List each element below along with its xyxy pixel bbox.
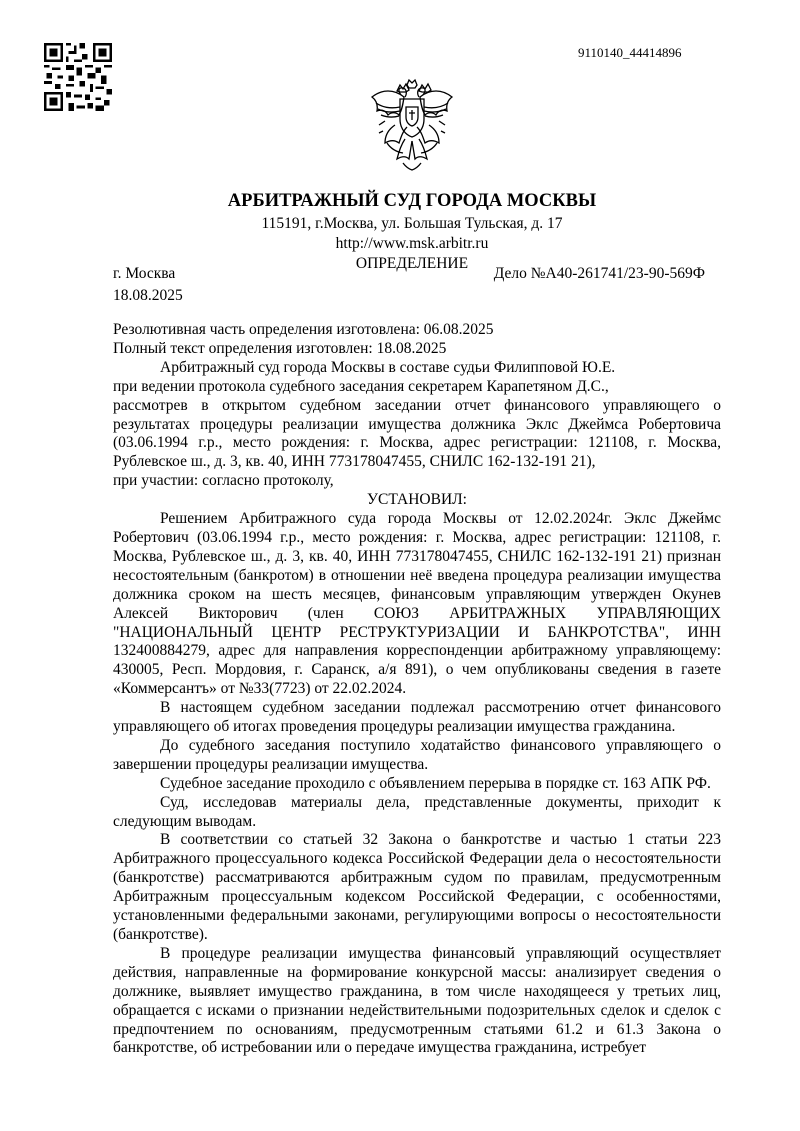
qr-code — [44, 43, 112, 111]
paragraph: при участии: согласно протоколу, — [113, 472, 334, 490]
coat-of-arms-icon — [367, 77, 457, 177]
section-heading: УСТАНОВИЛ: — [367, 491, 467, 509]
paragraph: Арбитражный суд города Москвы в составе судьи Филипповой Ю.Е. — [160, 358, 616, 376]
document-type: ОПРЕДЕЛЕНИЕ — [355, 255, 469, 272]
document-id: 9110140_44414896 — [578, 45, 682, 60]
document-body — [113, 321, 721, 1058]
paragraph: В процедуре реализации имущества финансовый управляющий осуществляет действия, направленные на формирование конкурсной массы: анализирует сведения о должнике, выявляет имущество гражданина, в том числе находящееся у третьих лиц, обращается с исками о признании недействительными подозрительных сделок и сделок с предпочтением по основаниям, предусмотренным статьями 61.2 и 61.3 Закона о банкротстве, об истребовании или о передаче имущества гражданина, истребует — [113, 944, 721, 1057]
paragraph: Резолютивная часть определения изготовлена: 06.08.2025 — [113, 321, 494, 338]
case-number: Дело №А40-261741/23-90-569Ф — [493, 265, 705, 282]
paragraph: Решением Арбитражного суда города Москвы от 12.02.2024г. Эклс Джеймс Робертович (03.06.1994 г.р., место рождения: г. Москва, адрес регистрации: 121108, г. Москва, Рублевское ш., д. 3, кв. 40, ИНН 773178047455, СНИЛС 162-132-191 21) признан несостоятельным (банкротом) в отношении неё введена процедура реализации имущества должника сроком на шесть месяцев, финансовым управляющим утвержден Окунев Алексей Викторович (член СОЮЗ АРБИТРАЖНЫХ УПРАВЛЯЮЩИХ "НАЦИОНАЛЬНЫЙ ЦЕНТР РЕСТРУКТУРИЗАЦИИ И БАНКРОТСТВА", ИНН 132400884279, адрес для направления корреспонденции арбитражному управляющему: 430005, Респ. Мордовия, г. Саранск, а/я 891), о чем опубликованы сведения в газете «Коммерсантъ» от №33(7723) от 22.02.2024. — [113, 510, 721, 698]
court-address: 115191, г.Москва, ул. Большая Тульская, д. 17 — [261, 215, 563, 232]
paragraph: при ведении протокола судебного заседания секретарем Карапетяном Д.С., — [113, 377, 609, 395]
paragraph: В соответствии со статьей 32 Закона о банкротстве и частью 1 статьи 223 Арбитражного процессуального кодекса Российской Федерации дела о несостоятельности (банкротстве) рассматриваются арбитражным судом по правилам, предусмотренным Арбитражным процессуальным кодексом Российской Федерации, с особенностями, установленными федеральными законами, регулирующими вопросы о несостоятельности (банкротстве). — [113, 831, 721, 943]
place-and-case-line — [113, 264, 705, 284]
paragraph: Судебное заседание проходило с объявлением перерыва в порядке ст. 163 АПК РФ. — [160, 774, 711, 792]
court-website: http://www.msk.arbitr.ru — [335, 235, 489, 252]
document-date: 18.08.2025 — [113, 287, 183, 304]
court-name: АРБИТРАЖНЫЙ СУД ГОРОДА МОСКВЫ — [227, 191, 597, 211]
paragraph: Полный текст определения изготовлен: 18.08.2025 — [113, 339, 447, 357]
paragraph: рассмотрев в открытом судебном заседании отчет финансового управляющего о результатах процедуры реализации имущества должника Эклс Джеймса Робертовича (03.06.1994 г.р., место рождения: г. Москва, адрес регистрации: 121108, г. Москва, Рублевское ш., д. 3, кв. 40, ИНН 773178047455, СНИЛС 162-132-191 21), — [113, 396, 721, 471]
paragraph: В настоящем судебном заседании подлежал рассмотрению отчет финансового управляющего об итогах проведения процедуры реализации имущества гражданина. — [113, 699, 721, 736]
paragraph: Суд, исследовав материалы дела, представленные документы, приходит к следующим выводам. — [113, 793, 721, 830]
document-header — [0, 188, 800, 274]
paragraph: До судебного заседания поступило ходатайство финансового управляющего о завершении процедуры реализации имущества. — [113, 736, 721, 773]
city: г. Москва — [113, 265, 176, 282]
